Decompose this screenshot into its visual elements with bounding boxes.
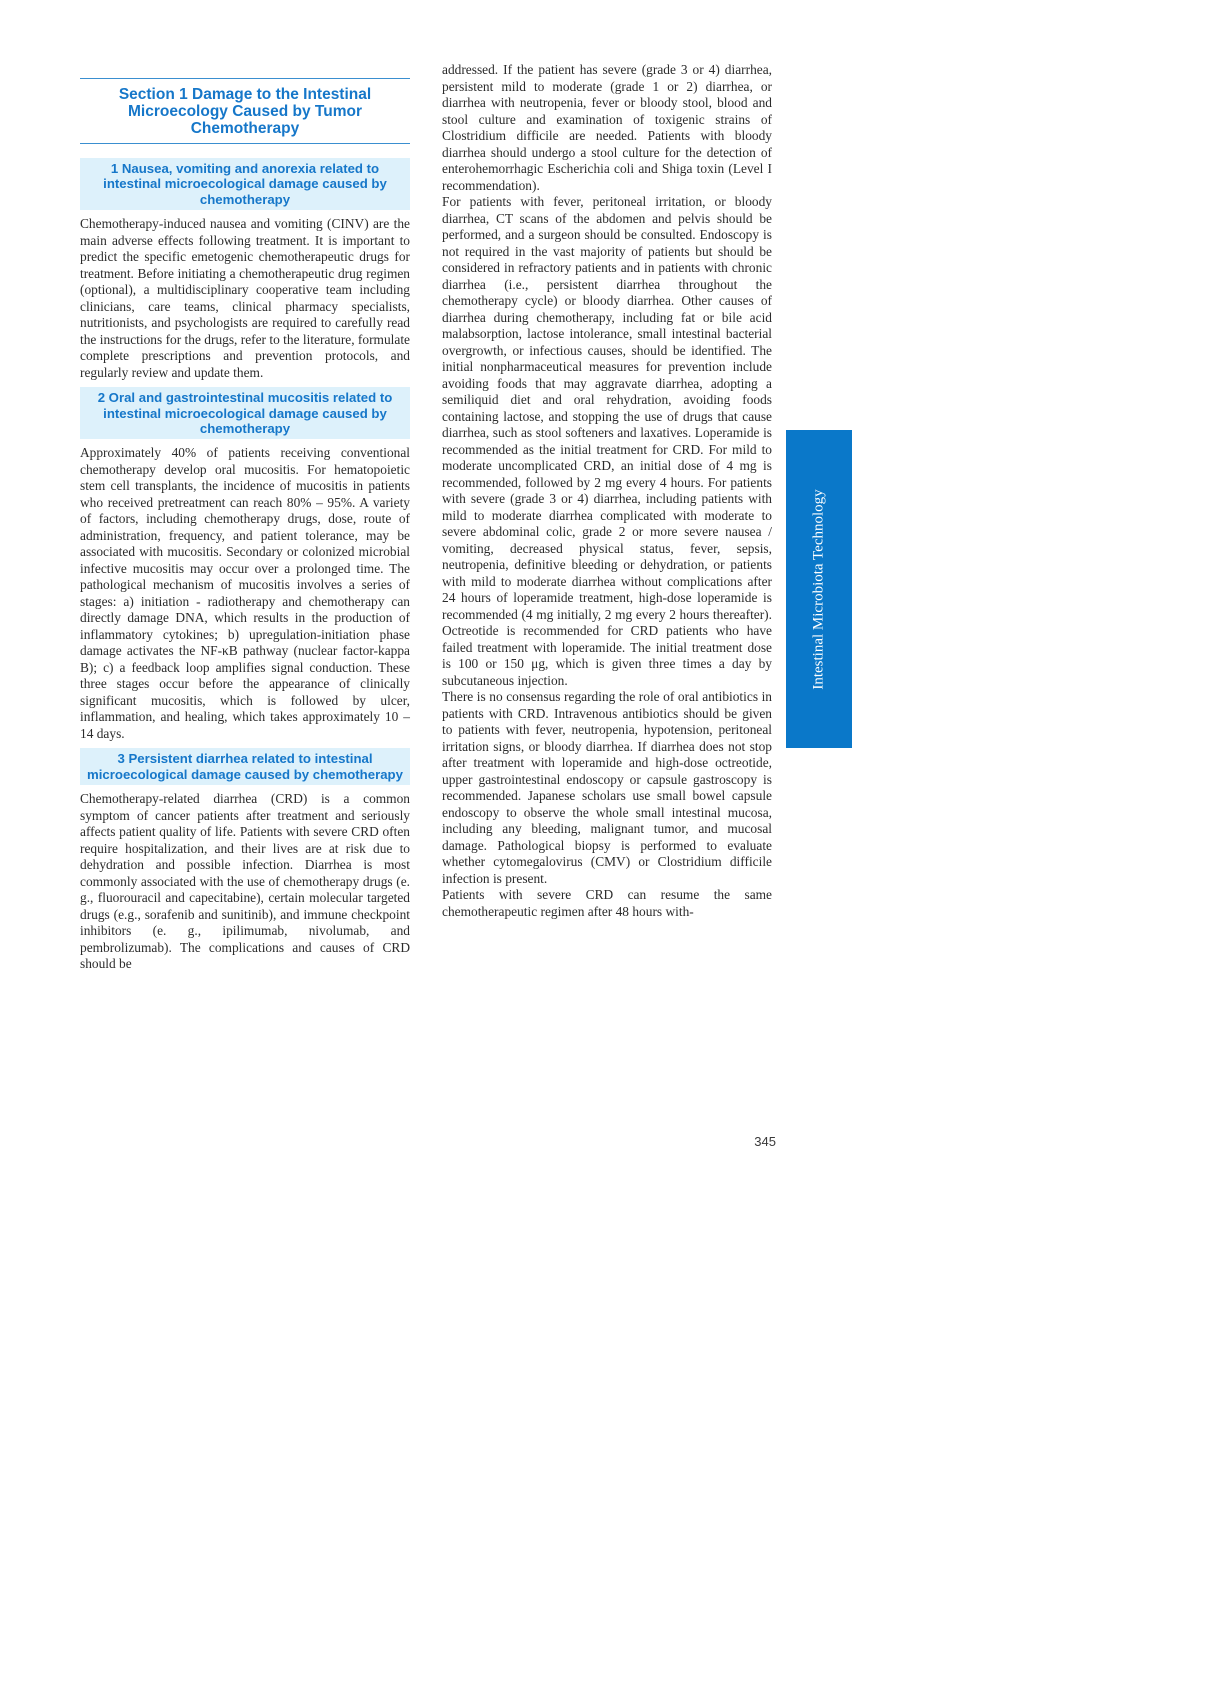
page-number: 345 [754, 1134, 776, 1149]
paragraph-mucositis: Approximately 40% of patients receiving conventional chemotherapy develop oral mucositis. For hematopoietic stem cell transplants, the incidence of mucositis in patients who received pretreatment can reach 80% – 95%. A variety of factors, including chemotherapy drugs, dose, route of administration, frequency, and patient tolerance, may be associated with mucositis. Secondary or colonized microbial infective mucositis may occur over a prolonged time. The pathological mechanism of mucositis involves a series of stages: a) initiation - radiotherapy and chemotherapy can directly damage DNA, which results in the production of inflammatory cytokines; b) upregulation-initiation phase damage activates the NF-κB pathway (nuclear factor-kappa B); c) a feedback loop amplifies signal conduction. These three stages occur before the appearance of clinically significant mucositis, which is followed by ulcer, inflammation, and healing, which takes approximately 10 – 14 days. [80, 445, 410, 741]
subsection-title-2: 2 Oral and gastrointestinal mucositis related to intestinal microecological damage caused by chemotherapy [80, 387, 410, 439]
left-column [80, 62, 410, 973]
side-tab-label: Intestinal Microbiota Technology [810, 488, 827, 690]
right-column [442, 62, 772, 920]
paragraph-crd-resume: Patients with severe CRD can resume the same chemotherapeutic regimen after 48 hours with- [442, 887, 772, 919]
subsection-title-3: 3 Persistent diarrhea related to intestinal microecological damage caused by chemotherapy [80, 748, 410, 785]
paragraph-crd-intro: Chemotherapy-related diarrhea (CRD) is a common symptom of cancer patients after treatment and seriously affects patient quality of life. Patients with severe CRD often require hospitalization, and their lives are at risk due to dehydration and possible infection. Diarrhea is most commonly associated with the use of chemotherapy drugs (e. g., fluorouracil and capecitabine), certain molecular targeted drugs (e.g., sorafenib and sunitinib), and immune checkpoint inhibitors (e. g., ipilimumab, nivolumab, and pembrolizumab). The complications and causes of CRD should be [80, 791, 410, 972]
paragraph-crd-antibiotics: There is no consensus regarding the role of oral antibiotics in patients with CRD. Intravenous antibiotics should be given to patients with fever, neutropenia, hypotension, peritoneal irritation signs, or bloody diarrhea. If diarrhea does not stop after treatment with loperamide and high-dose octreotide, upper gastrointestinal endoscopy or capsule gastroscopy is recommended. Japanese scholars use small bowel capsule endoscopy to observe the whole small intestinal mucosa, including any bleeding, malignant tumor, and mucosal damage. Pathological biopsy is performed to evaluate whether cytomegalovirus (CMV) or Clostridium difficile infection is present. [442, 689, 772, 886]
paragraph-crd-assessment: addressed. If the patient has severe (grade 3 or 4) diarrhea, persistent mild to moderate (grade 1 or 2) diarrhea, or diarrhea with neutropenia, fever or bloody stool, blood and stool culture and examination of toxigenic strains of Clostridium difficile are needed. Patients with bloody diarrhea should undergo a stool culture for the detection of enterohemorrhagic Escherichia coli and Shiga toxin (Level I recommendation). [442, 62, 772, 193]
section-title: Section 1 Damage to the Intestinal Microecology Caused by Tumor Chemotherapy [80, 78, 410, 144]
paragraph-crd-treatment: For patients with fever, peritoneal irritation, or bloody diarrhea, CT scans of the abdomen and pelvis should be performed, and a surgeon should be consulted. Endoscopy is not required in the vast majority of patients but should be considered in refractory patients and in patients with chronic diarrhea (i.e., persistent diarrhea throughout the chemotherapy cycle) or bloody diarrhea. Other causes of diarrhea during chemotherapy, including fat or bile acid malabsorption, lactose intolerance, small intestinal bacterial overgrowth, or infectious causes, should be identified. The initial nonpharmaceutical measures for prevention include avoiding foods that may aggravate diarrhea, adopting a semiliquid diet and oral rehydration, avoiding foods containing lactose, and stopping the use of drugs that cause diarrhea, such as stool softeners and laxatives. Loperamide is recommended as the initial treatment for CRD. For mild to moderate uncomplicated CRD, an initial dose of 4 mg is recommended, followed by 2 mg every 4 hours. For patients with severe (grade 3 or 4) diarrhea, including patients with mild to moderate diarrhea complicated with moderate to severe abdominal colic, grade 2 or more severe nausea / vomiting, decreased physical status, fever, sepsis, neutropenia, definitive bleeding or dehydration, or patients with mild to moderate diarrhea without complications after 24 hours of loperamide treatment, high-dose loperamide is recommended (4 mg initially, 2 mg every 2 hours thereafter). Octreotide is recommended for CRD patients who have failed treatment with loperamide. The initial treatment dose is 100 or 150 μg, which is given three times a day by subcutaneous injection. [442, 194, 772, 688]
side-tab [786, 430, 852, 748]
paragraph-cinv: Chemotherapy-induced nausea and vomiting (CINV) are the main adverse effects following treatment. It is important to predict the specific emetogenic chemotherapeutic drugs for treatment. Before initiating a chemotherapeutic drug regimen (optional), a multidisciplinary cooperative team including clinicians, care teams, clinical pharmacy specialists, nutritionists, and psychologists are required to carefully read the instructions for the drugs, refer to the literature, formulate complete prescriptions and prevention protocols, and regularly review and update them. [80, 216, 410, 380]
subsection-title-1: 1 Nausea, vomiting and anorexia related to intestinal microecological damage caused by chemotherapy [80, 158, 410, 210]
